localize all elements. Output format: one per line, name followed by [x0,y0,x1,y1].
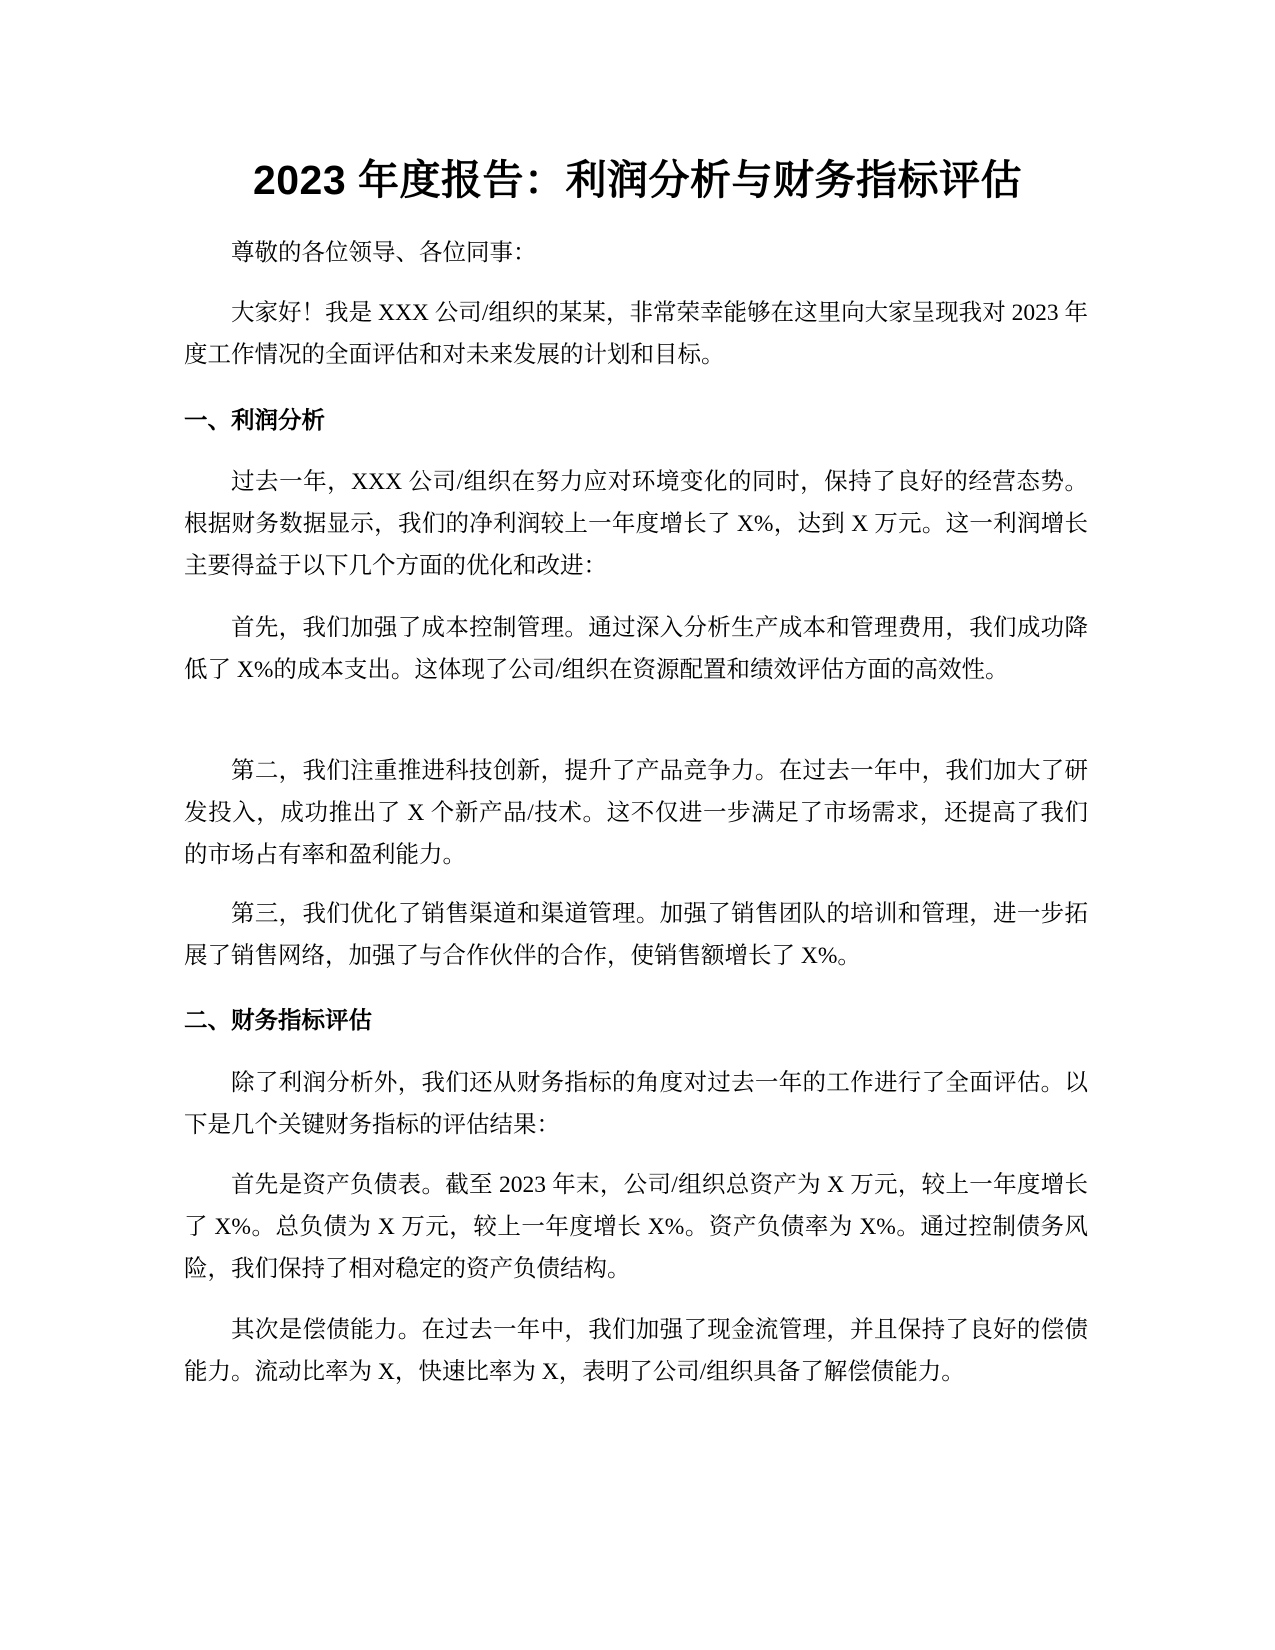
section-1-heading: 一、利润分析 [184,407,325,433]
document-title: 2023 年度报告：利润分析与财务指标评估 [252,157,1023,203]
section-2-heading: 二、财务指标评估 [184,1007,372,1033]
section-2-paragraph: 首先是资产负债表。截至 2023 年末，公司/组织总资产为 X 万元，较上一年度增长了 X%。总负债为 X 万元，较上一年度增长 X%。资产负债率为 X%。通过控制债务风险，我们保持了相对稳定的资产负债结构。 [184,1172,1088,1282]
intro-paragraph: 大家好！我是 XXX 公司/组织的某某，非常荣幸能够在这里向大家呈现我对 2023 年度工作情况的全面评估和对未来发展的计划和目标。 [184,300,1088,368]
salutation: 尊敬的各位领导、各位同事： [231,240,537,266]
section-1-paragraph: 过去一年，XXX 公司/组织在努力应对环境变化的同时，保持了良好的经营态势。根据财务数据显示，我们的净利润较上一年度增长了 X%，达到 X 万元。这一利润增长主要得益于以下几个方面的优化和改进： [184,469,1088,579]
section-1-heading-block [184,399,1088,441]
section-2-paragraph-1-block [184,1062,1088,1146]
section-1-paragraph-4-block [184,893,1088,977]
section-1-paragraph: 第二，我们注重推进科技创新，提升了产品竞争力。在过去一年中，我们加大了研发投入，成功推出了 X 个新产品/技术。这不仅进一步满足了市场需求，还提高了我们的市场占有率和盈利能力。 [184,758,1088,868]
intro-block [184,292,1088,376]
section-1-paragraph: 首先，我们加强了成本控制管理。通过深入分析生产成本和管理费用，我们成功降低了 X%的成本支出。这体现了公司/组织在资源配置和绩效评估方面的高效性。 [184,615,1088,683]
section-2-paragraph-3-block [184,1309,1088,1393]
section-1-paragraph-3-block [184,750,1088,876]
section-2-paragraph: 除了利润分析外，我们还从财务指标的角度对过去一年的工作进行了全面评估。以下是几个关键财务指标的评估结果： [184,1070,1088,1138]
section-1-paragraph-2-block [184,607,1088,691]
section-2-paragraph: 其次是偿债能力。在过去一年中，我们加强了现金流管理，并且保持了良好的偿债能力。流动比率为 X，快速比率为 X，表明了公司/组织具备了解偿债能力。 [184,1317,1088,1385]
section-2-heading-block [184,999,1088,1041]
section-2-paragraph-2-block [184,1164,1088,1290]
section-1-paragraph-1-block [184,461,1088,587]
salutation-block [184,232,1088,274]
section-1-paragraph: 第三，我们优化了销售渠道和渠道管理。加强了销售团队的培训和管理，进一步拓展了销售网络，加强了与合作伙伴的合作，使销售额增长了 X%。 [184,901,1088,969]
